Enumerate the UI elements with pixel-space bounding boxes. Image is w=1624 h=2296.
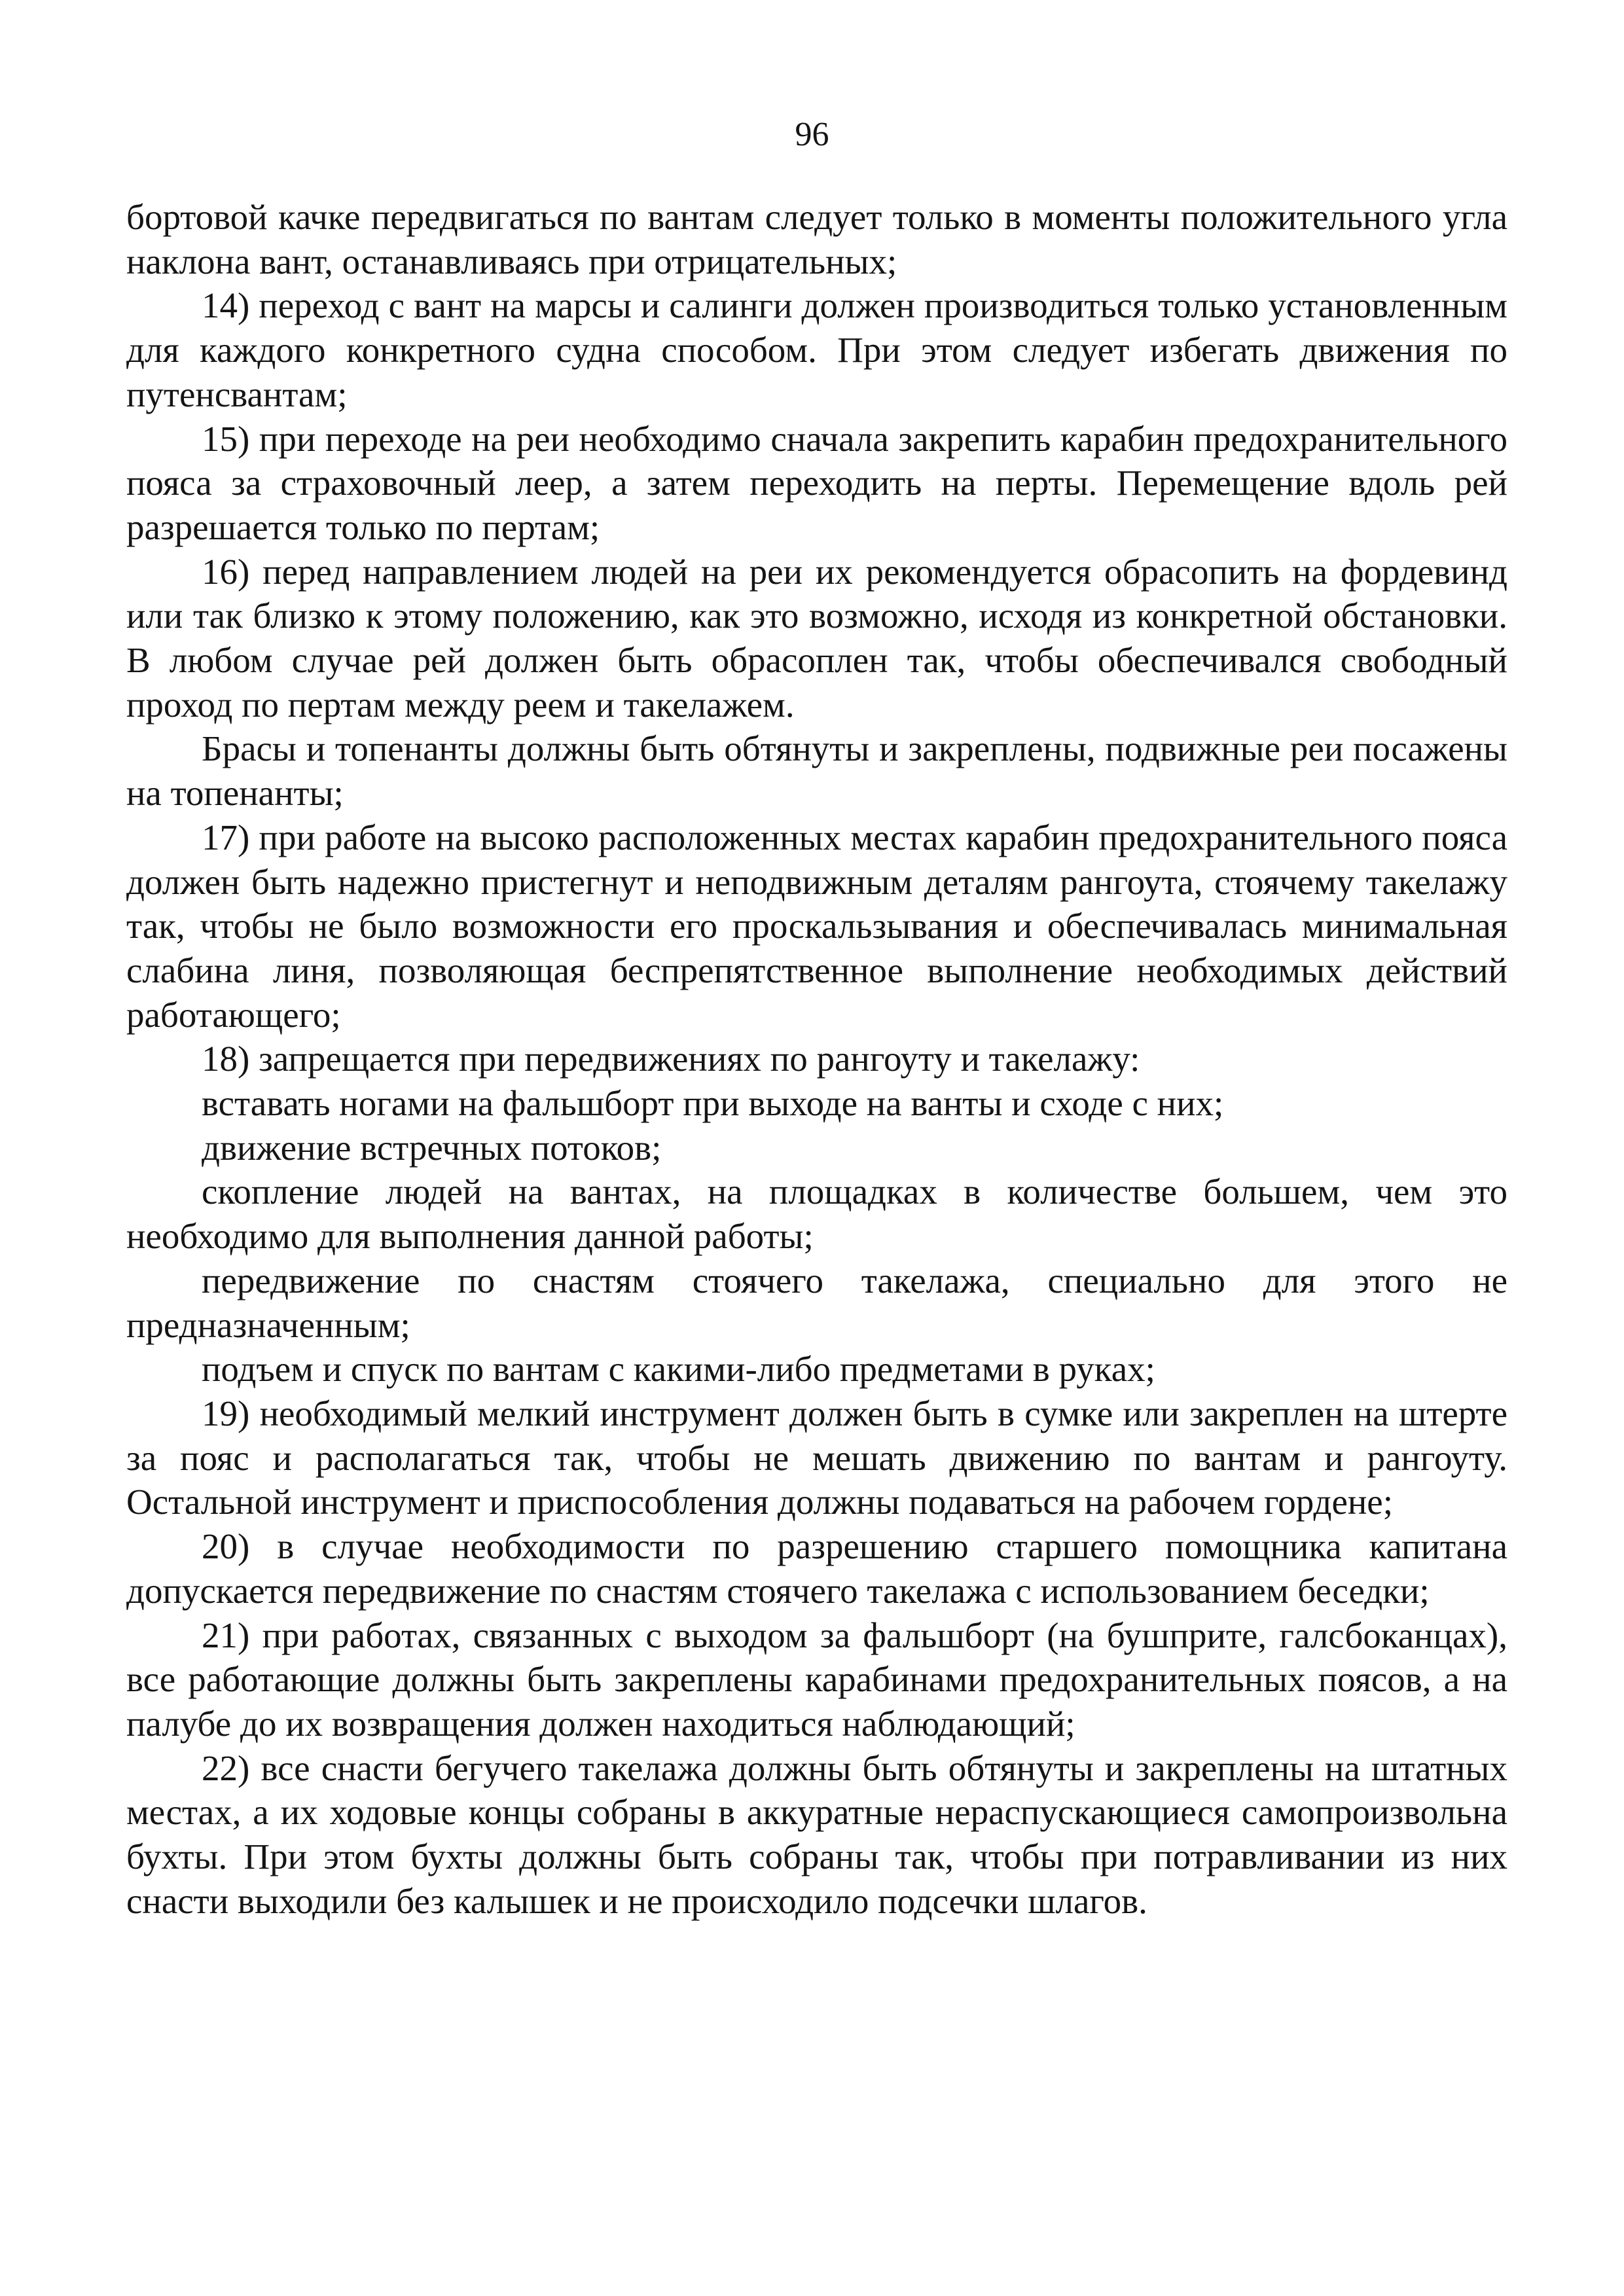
- paragraph-item-20: 20) в случае необходимости по разрешению старшего помощника капитана допускается передвижение по снастям стоячего такелажа с использованием беседки;: [126, 1526, 1507, 1611]
- paragraph-item-19: 19) необходимый мелкий инструмент должен быть в сумке или закреплен на штерте за пояс и располагаться так, чтобы не мешать движению по вантам и рангоуту. Остальной инструмент и приспособления должны подаваться на рабочем гордене;: [126, 1393, 1507, 1522]
- paragraph-item-15: 15) при переходе на реи необходимо сначала закрепить карабин предохранительного пояса за страховочный леер, а затем переходить на перты. Перемещение вдоль рей разрешается только по пертам;: [126, 418, 1507, 547]
- paragraph-item-22: 22) все снасти бегучего такелажа должны быть обтянуты и закреплены на штатных местах, а их ходовые концы собраны в аккуратные нераспускающиеся самопроизвольна бухты. При этом бухты должны быть собраны так, чтобы при потравливании из них снасти выходили без калышек и не происходило подсечки шлагов.: [126, 1748, 1507, 1921]
- paragraph-item-17: 17) при работе на высоко расположенных местах карабин предохранительного пояса должен быть надежно пристегнут и неподвижным деталям рангоута, стоячему такелажу так, чтобы не было возможности его проскальзывания и обеспечивалась минимальная слабина линя, позволяющая беспрепятственное выполнение необходимых действий работающего;: [126, 817, 1507, 1035]
- paragraph-item-18-sub-1: вставать ногами на фальшборт при выходе на ванты и сходе с них;: [202, 1083, 1224, 1124]
- paragraph-item-18-sub-4: передвижение по снастям стоячего такелажа, специально для этого не предназначенным;: [126, 1260, 1507, 1345]
- paragraph-item-21: 21) при работах, связанных с выходом за фальшборт (на бушприте, галсбоканцах), все работающие должны быть закреплены карабинами предохранительных поясов, а на палубе до их возвращения должен находиться наблюдающий;: [126, 1615, 1507, 1744]
- paragraph-item-16: 16) перед направлением людей на реи их рекомендуется обрасопить на фордевинд или так близко к этому положению, как это возможно, исходя из конкретной обстановки. В любом случае рей должен быть обрасоплен так, чтобы обеспечивался свободный проход по пертам между реем и такелажем.: [126, 551, 1507, 725]
- paragraph-item-18: 18) запрещается при передвижениях по рангоуту и такелажу:: [202, 1039, 1140, 1079]
- paragraph-item-18-sub-5: подъем и спуск по вантам с какими-либо предметами в руках;: [202, 1349, 1155, 1390]
- document-body: [126, 195, 1507, 1923]
- paragraph-item-18-sub-2: движение встречных потоков;: [202, 1127, 662, 1168]
- page-number: 96: [795, 116, 829, 153]
- paragraph-item-14: 14) переход с вант на марсы и салинги должен производиться только установленным для каждого конкретного судна способом. При этом следует избегать движения по путенсвантам;: [126, 285, 1507, 414]
- paragraph-item-18-sub-3: скопление людей на вантах, на площадках в количестве большем, чем это необходимо для выполнения данной работы;: [126, 1172, 1507, 1257]
- paragraph-braces-note: Брасы и топенанты должны быть обтянуты и закреплены, подвижные реи посажены на топенанты;: [126, 728, 1507, 814]
- paragraph-continuation: бортовой качке передвигаться по вантам следует только в моменты положительного угла наклона вант, останавливаясь при отрицательных;: [126, 197, 1507, 281]
